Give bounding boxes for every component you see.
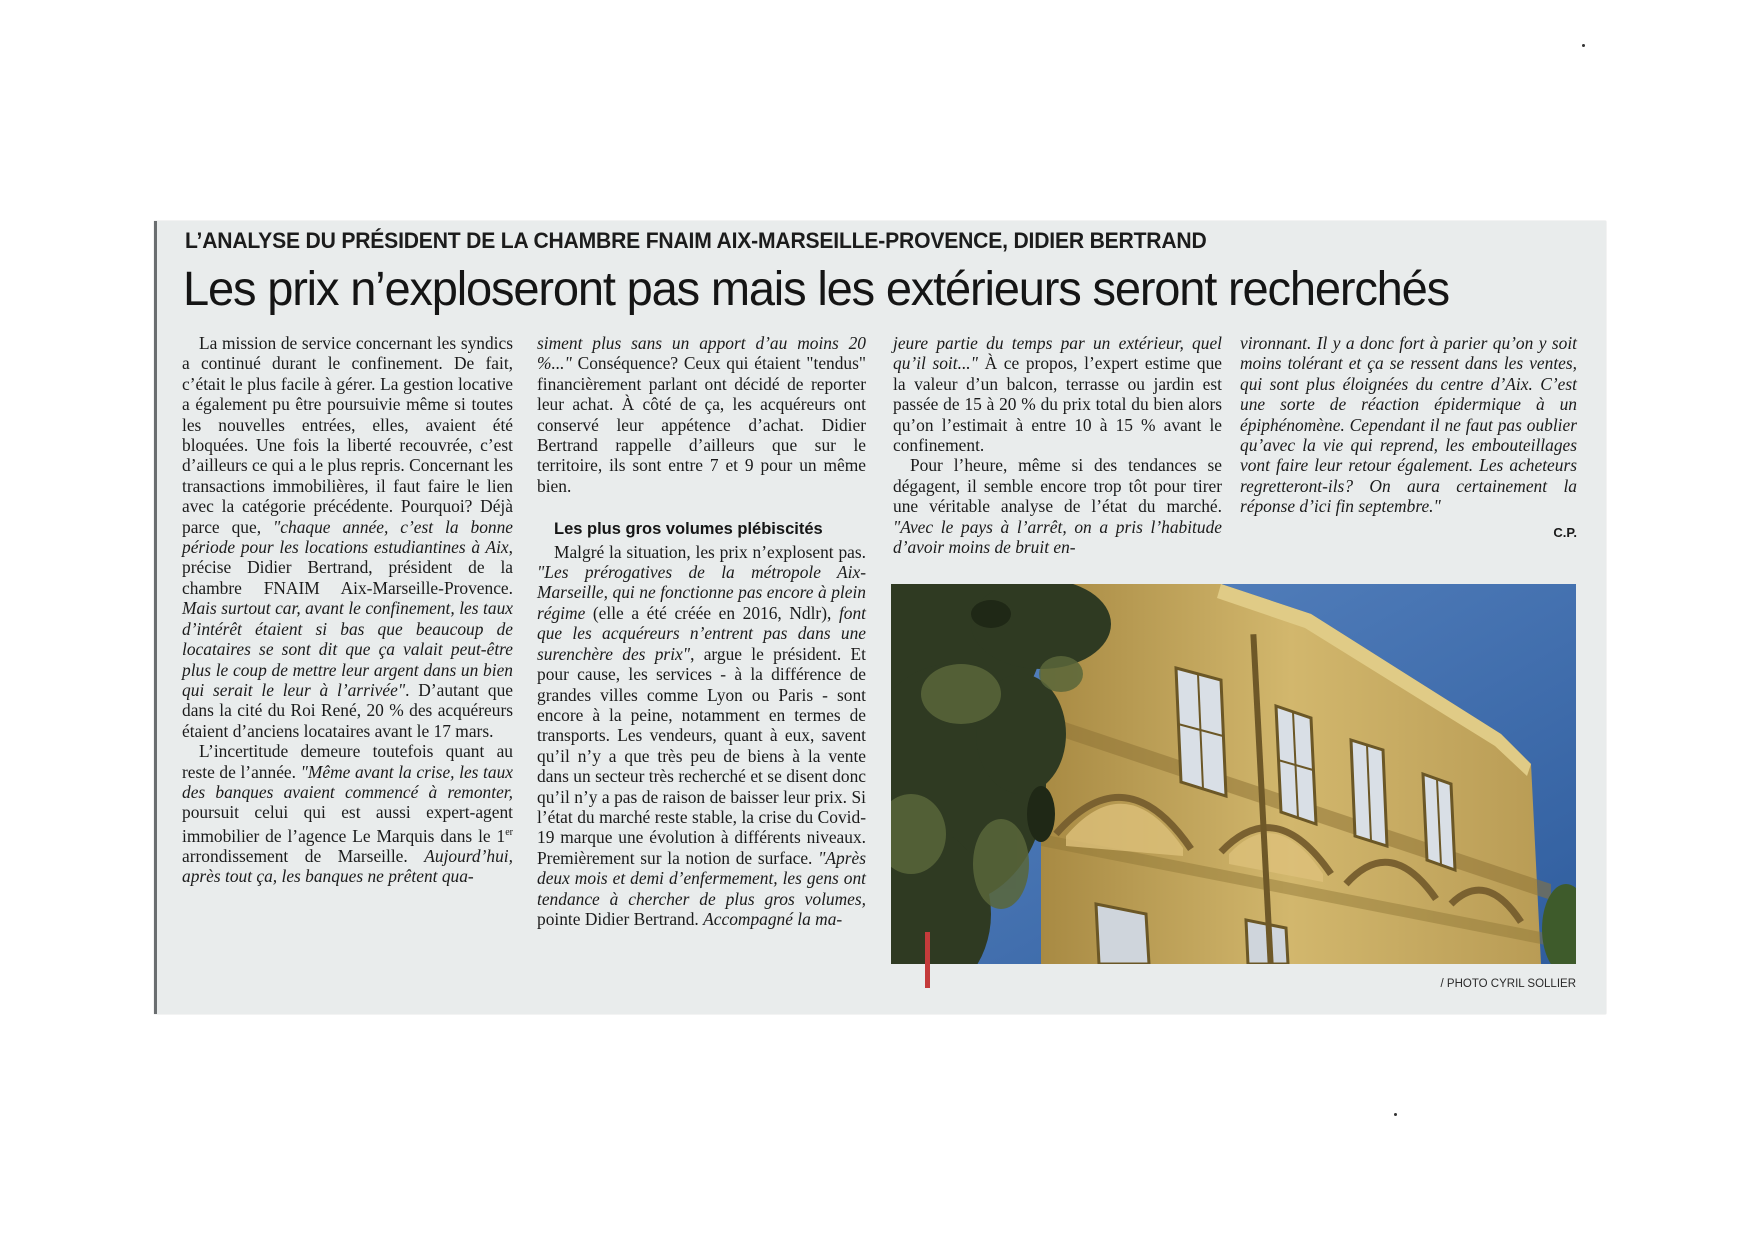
- article-subhead: Les plus gros volumes plébiscités: [554, 520, 823, 539]
- article-kicker: L’ANALYSE DU PRÉSIDENT DE LA CHAMBRE FNAIM AIX-MARSEILLE-PROVENCE, DIDIER BERTRAND: [185, 228, 1207, 253]
- article-column-3: jeure partie du temps par un extérieur, quel qu’il soit..." À ce propos, l’expert estime que la valeur d’un balcon, terrasse ou jardin est passée de 15 à 20 % du prix total du bien alors qu’on l’estimait à entre 10 à 15 % avant le confinement. Pour l’heure, même si des tendances se dégagent, il semble encore trop tôt pour tirer une véritable analyse de l’état du marché. "Avec le pays à l’arrêt, on a pris l’habitude d’avoir moins de bruit en-: [893, 333, 1222, 558]
- building-photo: [891, 584, 1576, 964]
- article-column-4: vironnant. Il y a donc fort à parier qu’on y soit moins tolérant et ça se ressent dans les ventes, qui sont plus éloignées du centre d’Aix. C’est une sorte de réaction épidermique à un épiphénomène. Cependant il ne faut pas oublier qu’avec la vie qui reprend, les embouteillages vont faire leur retour également. Les acheteurs regretteront-ils? On aura certainement la réponse d’ici fin septembre." C.P.: [1240, 333, 1577, 543]
- photo-credit: / PHOTO CYRIL SOLLIER: [1440, 978, 1576, 990]
- article-headline: Les prix n’exploseront pas mais les extérieurs seront recherchés: [183, 263, 1450, 316]
- clipping-left-border: [154, 221, 157, 1014]
- article-signature: C.P.: [1553, 524, 1577, 540]
- photo-accent-bar: [925, 932, 930, 988]
- scan-speck: [1582, 44, 1585, 47]
- article-column-1: La mission de service concernant les syndics a continué durant le confinement. De fait, c’était le plus facile à gérer. La gestion locative a également pu être poursuivie même si toutes les nouvelles entrées, elles, avaient été bloquées. Une fois la liberté recouvrée, c’est d’ailleurs ce qui a le plus repris. Concernant les transactions immobilières, il faut faire le lien avec la catégorie précédente. Pourquoi? Déjà parce que, "chaque année, c’est la bonne période pour les locations estudiantines à Aix, précise Didier Bertrand, président de la chambre FNAIM Aix-Marseille-Provence. Mais surtout car, avant le confinement, les taux d’intérêt étaient si bas que beaucoup de locataires se sont dit que ça valait peut-être plus le coup de mettre leur argent dans un bien qui serait le leur à l’arrivée". D’autant que dans la cité du Roi René, 20 % des acquéreurs étaient d’anciens locataires avant le 17 mars. L’incertitude demeure toutefois quant au reste de l’année. "Même avant la crise, les taux des banques avaient commencé à remonter, poursuit celui qui est aussi expert-agent immobilier de l’agence Le Marquis dans le 1er arrondissement de Marseille. Aujourd’hui, après tout ça, les banques ne prêtent qua-: [182, 333, 513, 887]
- article-column-2: siment plus sans un apport d’au moins 20 %..." Conséquence? Ceux qui étaient "tendus" financièrement parlant ont décidé de reporter leur achat. À côté de ça, les acquéreurs ont conservé leur appétence d’achat. Didier Bertrand rappelle d’ailleurs que sur le territoire, ils sont entre 7 et 9 pour un même bien. Les plus gros volumes plébiscités Malgré la situation, les prix n’explosent pas. "Les prérogatives de la métropole Aix-Marseille, qui ne fonctionne pas encore à plein régime (elle a été créée en 2016, Ndlr), font que les acquéreurs n’entrent pas dans une surenchère des prix", argue le président. Et pour cause, les services - à la différence de grandes villes comme Lyon ou Paris - sont encore à la peine, notamment en termes de transports. Les vendeurs, quant à eux, savent qu’il n’y a que très peu de biens à la vente dans un secteur très recherché et se disent donc qu’il n’y a pas de raison de baisser leur prix. Si l’état du marché reste stable, la crise du Covid-19 marque une évolution à différents niveaux. Premièrement sur la notion de surface. "Après deux mois et demi d’enfermement, les gens ont tendance à chercher de plus gros volumes, pointe Didier Bertrand. Accompagné la ma-: [537, 333, 866, 929]
- scan-speck: [1394, 1113, 1397, 1116]
